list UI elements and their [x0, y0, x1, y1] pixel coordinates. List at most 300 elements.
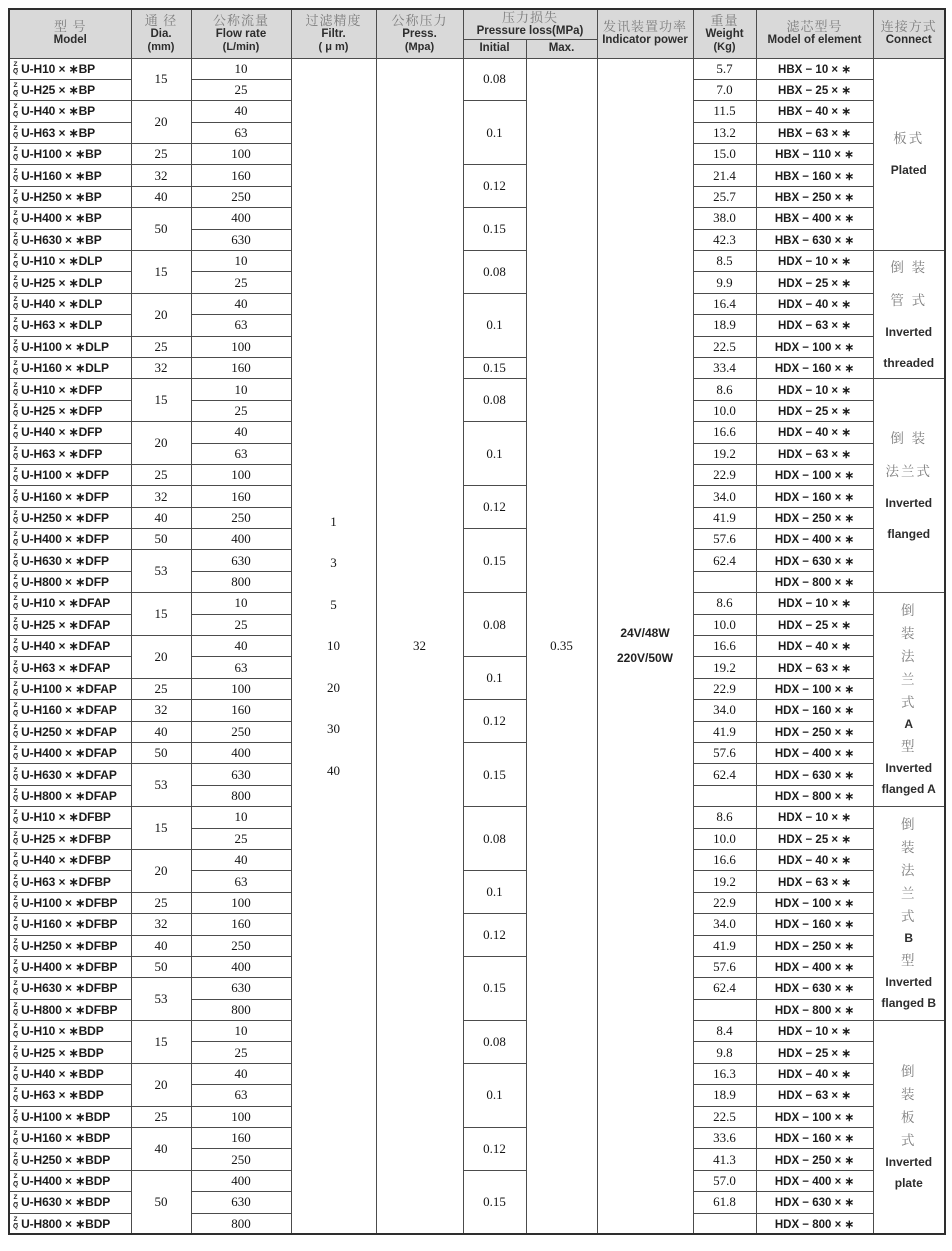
- initial-loss-cell: 0.15: [463, 1170, 526, 1234]
- model-cell: [9, 978, 131, 999]
- element-model-cell: HDX − 100 × ∗: [756, 1106, 873, 1127]
- model-label: [10, 425, 131, 439]
- element-model-cell: HDX − 10 × ∗: [756, 807, 873, 828]
- model-label: [10, 361, 131, 375]
- connect-line: flanged A: [881, 782, 936, 797]
- col-header-weight-zh: 重量: [710, 13, 739, 29]
- dia-cell: 15: [131, 807, 191, 850]
- element-model-cell: HDX − 10 × ∗: [756, 251, 873, 272]
- model-text: U-H40 × ∗DFBP: [21, 853, 111, 868]
- model-cell: [9, 122, 131, 143]
- flow-rate-cell: 630: [191, 764, 291, 785]
- flow-rate-cell: 800: [191, 999, 291, 1020]
- col-header-connect-en: Connect: [885, 34, 932, 47]
- zq-prefix: Z Q: [13, 681, 19, 696]
- model-cell: [9, 636, 131, 657]
- model-cell: [9, 743, 131, 764]
- zq-prefix: Z Q: [13, 787, 19, 803]
- col-header-indicator-en: Indicator power: [602, 34, 688, 47]
- zq-prefix: Z Q: [13, 959, 19, 974]
- element-model-cell: HBX − 40 × ∗: [756, 101, 873, 122]
- model-text: U-H250 × ∗BP: [21, 190, 102, 205]
- weight-cell: 33.6: [693, 1128, 756, 1149]
- initial-loss-cell: 0.15: [463, 208, 526, 251]
- model-cell: [9, 956, 131, 977]
- weight-cell: 18.9: [693, 1085, 756, 1106]
- model-cell: [9, 571, 131, 592]
- initial-loss-cell: 0.08: [463, 1021, 526, 1064]
- col-header-connect-zh: 连接方式: [880, 19, 937, 35]
- filtration-cell: [291, 58, 376, 1234]
- flow-rate-cell: 10: [191, 593, 291, 614]
- connect-type-cell: [873, 379, 945, 593]
- model-label: [10, 853, 131, 867]
- flow-rate-cell: 63: [191, 122, 291, 143]
- model-text: U-H25 × ∗BDP: [21, 1045, 104, 1060]
- model-label: [10, 789, 131, 803]
- model-text: U-H25 × ∗DFP: [21, 403, 103, 418]
- weight-cell: 5.7: [693, 58, 756, 79]
- zq-prefix: Z Q: [13, 1087, 19, 1102]
- element-model-cell: HDX − 63 × ∗: [756, 1085, 873, 1106]
- weight-cell: 42.3: [693, 229, 756, 250]
- element-model-cell: HDX − 10 × ∗: [756, 1021, 873, 1042]
- flow-rate-cell: 800: [191, 785, 291, 806]
- col-header-flow-en: Flow rate: [215, 28, 267, 41]
- dia-cell: 50: [131, 956, 191, 977]
- col-header-dia-en: Dia.: [150, 28, 172, 41]
- model-label: [10, 490, 131, 504]
- weight-cell: 34.0: [693, 700, 756, 721]
- col-header-pressure-loss-zh: 压力损失: [501, 9, 558, 25]
- weight-cell: 9.9: [693, 272, 756, 293]
- weight-cell: 57.0: [693, 1170, 756, 1191]
- initial-loss-cell: 0.12: [463, 486, 526, 529]
- zq-prefix: Z Q: [13, 638, 19, 653]
- model-text: U-H25 × ∗DFBP: [21, 831, 111, 846]
- col-header-pressure-loss-en: Pressure loss(MPa): [476, 24, 584, 37]
- element-model-cell: HBX − 400 × ∗: [756, 208, 873, 229]
- col-header-model-zh: 型 号: [53, 19, 87, 35]
- connect-label: [874, 599, 945, 800]
- element-model-cell: HDX − 400 × ∗: [756, 1170, 873, 1191]
- weight-cell: 57.6: [693, 743, 756, 764]
- model-text: U-H10 × ∗DFBP: [21, 810, 111, 825]
- flow-rate-cell: 400: [191, 956, 291, 977]
- connect-line: Plated: [890, 163, 927, 178]
- weight-cell: 62.4: [693, 978, 756, 999]
- zq-prefix: Z Q: [13, 360, 19, 375]
- model-text: U-H10 × ∗BP: [21, 61, 96, 76]
- element-model-cell: HBX − 10 × ∗: [756, 58, 873, 79]
- connect-type-cell: [873, 593, 945, 807]
- zq-prefix: Z Q: [13, 1001, 19, 1017]
- flow-rate-cell: 25: [191, 828, 291, 849]
- col-header-pressure: [376, 9, 463, 58]
- connect-line: 倒: [901, 817, 917, 833]
- element-model-cell: HDX − 800 × ∗: [756, 1213, 873, 1234]
- dia-cell: 50: [131, 208, 191, 251]
- model-cell: [9, 935, 131, 956]
- weight-cell: 22.5: [693, 1106, 756, 1127]
- model-text: U-H63 × ∗DFAP: [21, 660, 111, 675]
- weight-cell: 41.9: [693, 721, 756, 742]
- model-label: [10, 575, 131, 589]
- initial-loss-cell: 0.12: [463, 165, 526, 208]
- model-label: [10, 83, 131, 97]
- flow-rate-cell: 25: [191, 1042, 291, 1063]
- weight-cell: 8.6: [693, 593, 756, 614]
- flow-rate-cell: 400: [191, 1170, 291, 1191]
- zq-prefix: Z Q: [13, 766, 19, 782]
- model-cell: [9, 849, 131, 870]
- dia-cell: 25: [131, 144, 191, 165]
- flow-rate-cell: 63: [191, 1085, 291, 1106]
- model-text: U-H100 × ∗DLP: [21, 339, 109, 354]
- weight-cell: [693, 785, 756, 806]
- dia-cell: 32: [131, 357, 191, 378]
- weight-cell: 62.4: [693, 550, 756, 571]
- connect-label: [874, 256, 945, 374]
- nominal-pressure-cell: 32: [376, 58, 463, 1234]
- dia-cell: 53: [131, 764, 191, 807]
- dia-cell: 32: [131, 165, 191, 186]
- weight-cell: 9.8: [693, 1042, 756, 1063]
- model-label: [10, 554, 131, 568]
- indicator-power-cell: [597, 58, 693, 1234]
- model-label: [10, 276, 131, 290]
- zq-prefix: Z Q: [13, 1151, 19, 1167]
- model-cell: [9, 336, 131, 357]
- model-text: U-H160 × ∗DFAP: [21, 703, 117, 718]
- flow-rate-cell: 630: [191, 229, 291, 250]
- model-text: U-H250 × ∗DFAP: [21, 724, 117, 739]
- model-label: [10, 404, 131, 418]
- model-cell: [9, 208, 131, 229]
- model-label: [10, 447, 131, 461]
- connect-line: 型: [901, 739, 917, 755]
- zq-prefix: Z Q: [13, 210, 19, 225]
- element-model-cell: HDX − 25 × ∗: [756, 614, 873, 635]
- weight-cell: 15.0: [693, 144, 756, 165]
- model-text: U-H10 × ∗DLP: [21, 254, 103, 269]
- flow-rate-cell: 25: [191, 272, 291, 293]
- col-header-filtration-en: Filtr.: [321, 28, 346, 41]
- weight-cell: 8.5: [693, 251, 756, 272]
- zq-prefix: Z Q: [13, 82, 19, 97]
- model-label: [10, 639, 131, 653]
- filtration-value: 3: [330, 555, 337, 571]
- model-cell: [9, 443, 131, 464]
- model-label: [10, 896, 131, 910]
- col-header-element-model: [756, 9, 873, 58]
- zq-prefix: Z Q: [13, 167, 19, 183]
- flow-rate-cell: 630: [191, 978, 291, 999]
- flow-rate-cell: 100: [191, 892, 291, 913]
- model-label: [10, 1195, 131, 1209]
- zq-prefix: Z Q: [13, 424, 19, 439]
- model-label: [10, 104, 131, 118]
- model-text: U-H800 × ∗DFAP: [21, 788, 117, 803]
- dia-cell: 40: [131, 1128, 191, 1171]
- col-header-pressure-zh: 公称压力: [391, 13, 448, 29]
- table-row: [9, 165, 945, 186]
- flow-rate-cell: 100: [191, 144, 291, 165]
- model-text: U-H63 × ∗BP: [21, 125, 96, 140]
- model-cell: [9, 1085, 131, 1106]
- initial-loss-cell: 0.1: [463, 101, 526, 165]
- col-header-filtration-zh: 过滤精度: [305, 13, 362, 29]
- model-label: [10, 511, 131, 525]
- zq-prefix: Z Q: [13, 274, 19, 290]
- model-cell: [9, 315, 131, 336]
- model-label: [10, 1110, 131, 1124]
- initial-loss-cell: 0.08: [463, 593, 526, 657]
- weight-cell: 18.9: [693, 315, 756, 336]
- element-model-cell: HDX − 250 × ∗: [756, 721, 873, 742]
- flow-rate-cell: 100: [191, 1106, 291, 1127]
- dia-cell: 20: [131, 101, 191, 144]
- model-label: [10, 832, 131, 846]
- zq-prefix: Z Q: [13, 253, 19, 268]
- initial-loss-cell: 0.15: [463, 529, 526, 593]
- col-header-weight-unit: (Kg): [713, 41, 736, 54]
- zq-prefix: Z Q: [13, 659, 19, 675]
- weight-cell: 16.3: [693, 1063, 756, 1084]
- flow-rate-cell: 250: [191, 186, 291, 207]
- zq-prefix: Z Q: [13, 723, 19, 739]
- model-cell: [9, 272, 131, 293]
- weight-cell: 57.6: [693, 956, 756, 977]
- element-model-cell: HDX − 160 × ∗: [756, 486, 873, 507]
- weight-cell: 33.4: [693, 357, 756, 378]
- col-header-model: [9, 9, 131, 58]
- table-row: [9, 379, 945, 400]
- dia-cell: 20: [131, 636, 191, 679]
- connect-line: 倒: [901, 603, 917, 619]
- model-text: U-H25 × ∗DLP: [21, 275, 103, 290]
- dia-cell: 20: [131, 849, 191, 892]
- filtration-value: 10: [327, 638, 340, 654]
- zq-prefix: Z Q: [13, 531, 19, 546]
- model-text: U-H25 × ∗DFAP: [21, 617, 111, 632]
- model-cell: [9, 1149, 131, 1170]
- weight-cell: 38.0: [693, 208, 756, 229]
- model-text: U-H800 × ∗BDP: [21, 1216, 111, 1231]
- flow-rate-cell: 250: [191, 507, 291, 528]
- model-label: [10, 1003, 131, 1017]
- connect-line: 板: [901, 1110, 917, 1126]
- element-model-cell: HDX − 40 × ∗: [756, 422, 873, 443]
- model-text: U-H63 × ∗DFP: [21, 446, 103, 461]
- flow-rate-cell: 40: [191, 636, 291, 657]
- flow-rate-cell: 250: [191, 1149, 291, 1170]
- dia-cell: 15: [131, 593, 191, 636]
- model-label: [10, 875, 131, 889]
- spec-sheet-page: [0, 8, 952, 1251]
- connect-line: plate: [894, 1176, 923, 1191]
- zq-prefix: Z Q: [13, 103, 19, 118]
- table-body: [9, 58, 945, 1234]
- flow-rate-cell: 160: [191, 357, 291, 378]
- connect-type-cell: [873, 58, 945, 251]
- model-text: U-H400 × ∗DFBP: [21, 960, 118, 975]
- dia-cell: 32: [131, 486, 191, 507]
- initial-loss-cell: 0.1: [463, 422, 526, 486]
- model-label: [10, 981, 131, 995]
- model-cell: [9, 1192, 131, 1213]
- model-label: [10, 1131, 131, 1145]
- model-text: U-H400 × ∗BDP: [21, 1174, 111, 1188]
- connect-line: 法: [901, 649, 917, 665]
- flow-rate-cell: 10: [191, 1021, 291, 1042]
- model-label: [10, 746, 131, 760]
- dia-cell: 50: [131, 529, 191, 550]
- col-header-pressure-en: Press.: [402, 28, 437, 41]
- element-model-cell: HDX − 63 × ∗: [756, 871, 873, 892]
- model-label: [10, 1024, 131, 1038]
- flow-rate-cell: 40: [191, 101, 291, 122]
- model-cell: [9, 507, 131, 528]
- flow-rate-cell: 40: [191, 422, 291, 443]
- model-text: U-H160 × ∗DFBP: [21, 917, 118, 932]
- element-model-cell: HDX − 63 × ∗: [756, 315, 873, 336]
- dia-cell: 25: [131, 892, 191, 913]
- weight-cell: 7.0: [693, 79, 756, 100]
- model-cell: [9, 293, 131, 314]
- zq-prefix: Z Q: [13, 381, 19, 397]
- connect-line: 装: [901, 840, 917, 856]
- model-cell: [9, 593, 131, 614]
- model-label: [10, 1174, 131, 1188]
- weight-cell: 10.0: [693, 400, 756, 421]
- max-loss-cell: 0.35: [526, 58, 597, 1234]
- flow-rate-cell: 10: [191, 379, 291, 400]
- table-row: [9, 208, 945, 229]
- col-header-flow: [191, 9, 291, 58]
- flow-rate-cell: 250: [191, 935, 291, 956]
- connect-line: Inverted: [885, 1155, 933, 1170]
- zq-prefix: Z Q: [13, 146, 19, 161]
- flow-rate-cell: 40: [191, 293, 291, 314]
- table-row: [9, 700, 945, 721]
- model-label: [10, 703, 131, 717]
- weight-cell: 22.9: [693, 892, 756, 913]
- zq-prefix: Z Q: [13, 402, 19, 418]
- weight-cell: 8.4: [693, 1021, 756, 1042]
- model-label: [10, 917, 131, 931]
- weight-cell: 22.9: [693, 464, 756, 485]
- indicator-power-value: 24V/48W: [620, 625, 670, 640]
- table-row: [9, 357, 945, 378]
- zq-prefix: Z Q: [13, 830, 19, 846]
- model-text: U-H160 × ∗DLP: [21, 361, 109, 376]
- zq-prefix: Z Q: [13, 616, 19, 632]
- element-model-cell: HDX − 400 × ∗: [756, 743, 873, 764]
- model-cell: [9, 422, 131, 443]
- model-cell: [9, 892, 131, 913]
- weight-cell: 41.3: [693, 1149, 756, 1170]
- weight-cell: [693, 571, 756, 592]
- model-cell: [9, 165, 131, 186]
- weight-cell: 22.5: [693, 336, 756, 357]
- element-model-cell: HDX − 100 × ∗: [756, 464, 873, 485]
- initial-loss-cell: 0.1: [463, 1063, 526, 1127]
- model-text: U-H100 × ∗DFBP: [21, 895, 118, 910]
- model-label: [10, 532, 131, 546]
- model-label: [10, 340, 131, 354]
- model-text: U-H40 × ∗DLP: [21, 296, 103, 311]
- weight-cell: 16.6: [693, 636, 756, 657]
- zq-prefix: Z Q: [13, 1044, 19, 1060]
- model-label: [10, 768, 131, 782]
- zq-prefix: Z Q: [13, 338, 19, 354]
- model-text: U-H400 × ∗BP: [21, 211, 102, 226]
- element-model-cell: HDX − 40 × ∗: [756, 849, 873, 870]
- filtration-value: 30: [327, 721, 340, 737]
- flow-rate-cell: 63: [191, 871, 291, 892]
- col-header-flow-zh: 公称流量: [212, 13, 269, 29]
- initial-loss-cell: 0.15: [463, 956, 526, 1020]
- model-cell: [9, 721, 131, 742]
- col-header-weight-en: Weight: [705, 28, 744, 41]
- model-cell: [9, 1213, 131, 1234]
- flow-rate-cell: 160: [191, 165, 291, 186]
- element-model-cell: HDX − 250 × ∗: [756, 507, 873, 528]
- connect-line: 兰: [901, 886, 917, 902]
- model-text: U-H250 × ∗DFBP: [21, 938, 118, 953]
- model-text: U-H100 × ∗DFP: [21, 468, 109, 483]
- model-label: [10, 254, 131, 268]
- connect-line: B: [904, 931, 914, 946]
- dia-cell: 15: [131, 1021, 191, 1064]
- model-label: [10, 596, 131, 610]
- zq-prefix: Z Q: [13, 295, 19, 311]
- model-label: [10, 169, 131, 183]
- element-model-cell: HDX − 250 × ∗: [756, 1149, 873, 1170]
- weight-cell: 8.6: [693, 379, 756, 400]
- model-text: U-H160 × ∗BDP: [21, 1131, 111, 1146]
- connect-line: Inverted: [885, 495, 933, 510]
- model-text: U-H800 × ∗DFBP: [21, 1002, 118, 1017]
- model-label: [10, 1153, 131, 1167]
- filtration-value: 1: [330, 514, 337, 530]
- element-model-cell: HDX − 630 × ∗: [756, 764, 873, 785]
- zq-prefix: Z Q: [13, 1066, 19, 1081]
- model-text: U-H63 × ∗DFBP: [21, 874, 111, 889]
- dia-cell: 50: [131, 743, 191, 764]
- flow-rate-cell: 160: [191, 486, 291, 507]
- weight-cell: 16.6: [693, 422, 756, 443]
- model-label: [10, 618, 131, 632]
- flow-rate-cell: 630: [191, 550, 291, 571]
- model-cell: [9, 186, 131, 207]
- col-header-max-label: Max.: [548, 42, 575, 54]
- zq-prefix: Z Q: [13, 488, 19, 503]
- filtration-value: 40: [327, 762, 340, 778]
- model-label: [10, 233, 131, 247]
- dia-cell: 15: [131, 251, 191, 294]
- col-header-weight: [693, 9, 756, 58]
- connect-line: 倒 装: [890, 259, 928, 275]
- initial-loss-cell: 0.12: [463, 1128, 526, 1171]
- model-cell: [9, 828, 131, 849]
- weight-cell: 19.2: [693, 871, 756, 892]
- element-model-cell: HDX − 25 × ∗: [756, 400, 873, 421]
- model-text: U-H160 × ∗BP: [21, 168, 102, 183]
- element-model-cell: HDX − 630 × ∗: [756, 550, 873, 571]
- model-cell: [9, 657, 131, 678]
